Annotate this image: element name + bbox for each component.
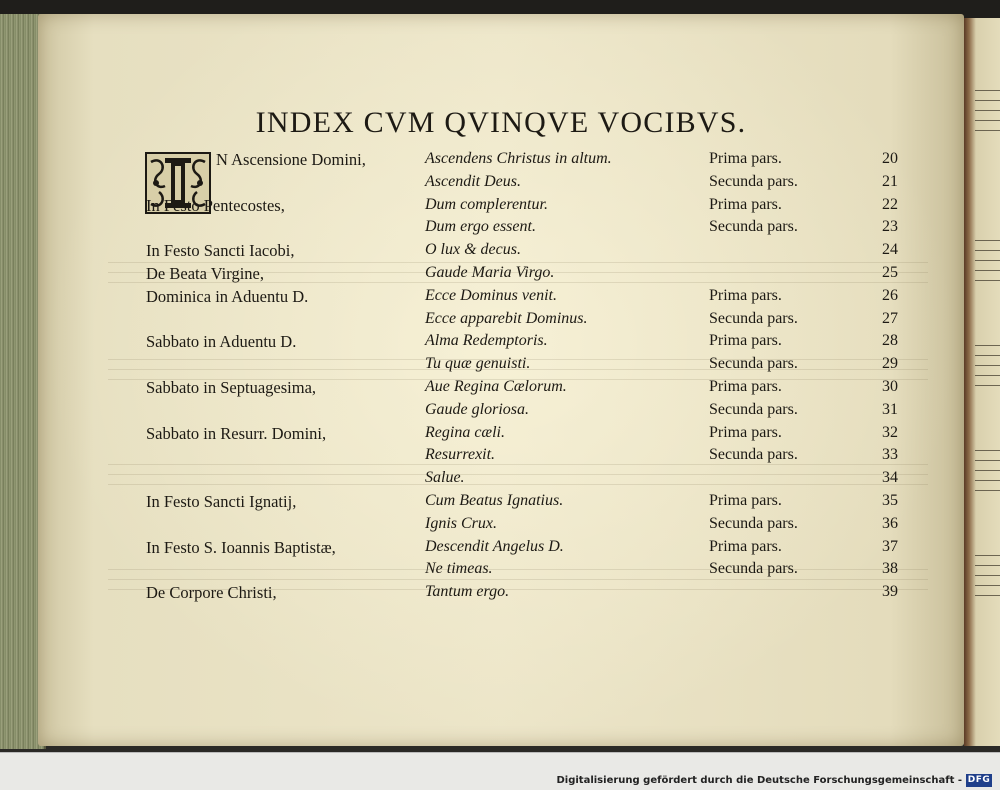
incipit-label: Ascendens Christus in altum.: [425, 150, 612, 167]
page-number: 39: [882, 583, 898, 601]
index-row: [38, 401, 964, 424]
incipit-label: Gaude gloriosa.: [425, 400, 529, 418]
pars-label: Secunda pars.: [709, 560, 798, 578]
feast-label: In Festo Sancti Iacobi,: [146, 241, 295, 261]
index-row: [38, 310, 964, 333]
pars-label: Secunda pars.: [709, 172, 798, 190]
pars-label: Prima pars.: [709, 492, 782, 509]
pars-label: Prima pars.: [709, 378, 782, 395]
index-row: [38, 218, 964, 241]
pars-label: Secunda pars.: [709, 446, 798, 464]
pars-label: Secunda pars.: [709, 218, 798, 236]
viewer-footer: [0, 752, 1000, 790]
feast-label: Dominica in Aduentu D.: [146, 286, 309, 306]
index-row: [38, 469, 964, 492]
feast-label: N Ascensione Domini,: [216, 150, 366, 169]
facing-page-staff: [975, 450, 1000, 500]
page-number: 36: [882, 514, 898, 532]
incipit-label: Cum Beatus Ignatius.: [425, 492, 564, 509]
index-row: [38, 150, 964, 173]
page-number: 34: [882, 469, 898, 487]
feast-label: Sabbato in Aduentu D.: [146, 332, 297, 352]
index-row: [38, 515, 964, 538]
index-row: [38, 264, 964, 287]
index-row: [38, 332, 964, 355]
facing-page-staff: [975, 240, 1000, 290]
incipit-label: Aue Regina Cælorum.: [425, 378, 567, 395]
incipit-label: Descendit Angelus D.: [425, 537, 564, 555]
page-number: 38: [882, 560, 898, 578]
incipit-label: Alma Redemptoris.: [425, 332, 548, 350]
feast-label: De Beata Virgine,: [146, 264, 264, 283]
incipit-label: Ecce Dominus venit.: [425, 286, 557, 304]
pars-label: Secunda pars.: [709, 514, 798, 532]
incipit-label: Tu quæ genuisti.: [425, 355, 531, 373]
incipit-label: Ascendit Deus.: [425, 172, 521, 190]
pars-label: Prima pars.: [709, 423, 782, 441]
incipit-label: Salue.: [425, 469, 465, 487]
index-row: [38, 583, 964, 606]
page-number: 32: [882, 423, 898, 441]
pars-label: Prima pars.: [709, 195, 782, 213]
index-row: [38, 378, 964, 401]
incipit-label: Ne timeas.: [425, 560, 493, 578]
page-number: 29: [882, 355, 898, 373]
page-number: 33: [882, 446, 898, 464]
index-row: [38, 196, 964, 219]
dfg-logo: DFG: [967, 775, 991, 785]
incipit-label: Dum ergo essent.: [425, 218, 536, 236]
index-row: [38, 424, 964, 447]
incipit-label: Resurrexit.: [425, 446, 496, 464]
page-number: 21: [882, 172, 898, 190]
index-row: [38, 538, 964, 561]
page-number: 22: [882, 195, 898, 213]
index-row: [38, 241, 964, 264]
pars-label: Prima pars.: [709, 286, 782, 304]
incipit-label: O lux & decus.: [425, 241, 521, 259]
feast-label: Sabbato in Septuagesima,: [146, 378, 317, 397]
page-title: INDEX CVM QVINQVE VOCIBVS.: [255, 106, 747, 139]
feast-label: In Festo S. Ioannis Baptistæ,: [146, 537, 336, 557]
index-row: [38, 560, 964, 583]
pars-label: Prima pars.: [709, 332, 782, 350]
feast-label: Sabbato in Resurr. Domini,: [146, 423, 327, 443]
pars-label: Secunda pars.: [709, 400, 798, 418]
incipit-label: Gaude Maria Virgo.: [425, 264, 555, 281]
page-number: 37: [882, 537, 898, 555]
page-number: 28: [882, 332, 898, 350]
incipit-label: Ecce apparebit Dominus.: [425, 309, 588, 327]
page-number: 23: [882, 218, 898, 236]
facing-page-staff: [975, 555, 1000, 605]
page-number: 25: [882, 264, 898, 281]
feast-label: De Corpore Christi,: [146, 583, 277, 603]
facing-page-staff: [975, 90, 1000, 140]
facing-page-staff: [975, 345, 1000, 395]
index-row: [38, 173, 964, 196]
index-row: [38, 355, 964, 378]
incipit-label: Dum complerentur.: [425, 195, 548, 213]
feast-label: In Festo Pentecostes,: [146, 195, 285, 215]
index-row: [38, 492, 964, 515]
page-number: 24: [882, 241, 898, 259]
pars-label: Prima pars.: [709, 537, 782, 555]
page-number: 27: [882, 309, 898, 327]
pars-label: Prima pars.: [709, 150, 782, 167]
page-number: 35: [882, 492, 898, 509]
index-row: [38, 446, 964, 469]
book-page: [38, 14, 964, 746]
incipit-label: Tantum ergo.: [425, 583, 510, 601]
pars-label: Secunda pars.: [709, 309, 798, 327]
page-number: 31: [882, 400, 898, 418]
page-number: 20: [882, 150, 898, 167]
page-number: 30: [882, 378, 898, 395]
funding-credit: Digitalisierung gefördert durch die Deutsche Forschungsgemeinschaft -: [556, 775, 962, 786]
feast-label: In Festo Sancti Ignatij,: [146, 492, 297, 511]
incipit-label: Ignis Crux.: [425, 514, 497, 532]
page-number: 26: [882, 286, 898, 304]
index-row: [38, 287, 964, 310]
pars-label: Secunda pars.: [709, 355, 798, 373]
incipit-label: Regina cæli.: [425, 423, 505, 441]
